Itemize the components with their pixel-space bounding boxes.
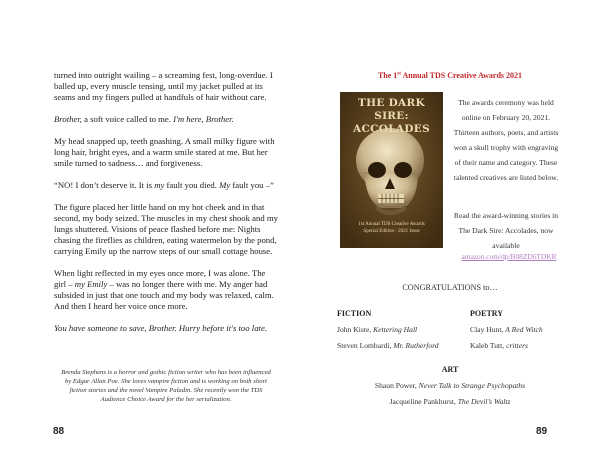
winner-work: A Red Witch	[505, 325, 543, 334]
ceremony-text: The awards ceremony was held online on February 20, 2021. Thirteen authors, poets, and artists won a skull trophy with engraving of their name and category. These talented creatives are listed below.	[453, 98, 559, 182]
story-paragraph	[54, 180, 278, 191]
awards-heading-superscript: st	[397, 71, 401, 77]
winner-row	[337, 322, 439, 338]
cover-subtitle-line2: Special Edition - 2021 Issue	[363, 228, 420, 234]
story-paragraph	[54, 136, 278, 169]
awards-heading	[300, 71, 600, 80]
awards-heading-prefix: The 1	[377, 71, 398, 80]
italic-text: My	[219, 180, 231, 190]
cover-subtitle-line1: 1st Annual TDS Creative Awards	[358, 222, 425, 227]
story-text	[54, 70, 278, 345]
story-paragraph	[54, 268, 278, 312]
story-paragraph	[54, 202, 278, 257]
author-bio: Brenda Stephens is a horror and gothic fiction writer who has been influenced by Edgar Allan Poe. She loves vampire fiction and is working on both short fiction stories and the novel Vampire Paladin. She recently won the TDS Audience Choice Award for the her serialization.	[61, 369, 271, 403]
text-run: fault you died.	[164, 180, 220, 190]
winner-name: Shaun Power,	[374, 381, 419, 390]
cover-title-line2: ACCOLADES	[353, 123, 430, 135]
italic-text: You have someone to save, Brother. Hurry before it's too late.	[54, 323, 267, 333]
story-paragraph	[54, 114, 278, 125]
text-run: My head snapped up, teeth gnashing. A small milky figure with long hair, bright eyes, and a warm smile stared at me. But her smile turned to sadness… and forgiveness.	[54, 136, 275, 168]
amazon-link[interactable]: amazon.com/dp/B08ZD6TDKR	[461, 252, 557, 261]
page-number-left: 88	[53, 426, 65, 437]
cover-title-line1: THE DARK SIRE:	[358, 97, 425, 122]
fiction-heading: FICTION	[337, 309, 372, 318]
text-run: The figure placed her little hand on my hot cheek and in that second, my body seized. The muscles in my chest shook and my lungs shuttered. Visions of peace flashed before me: Nights chasing the fireflies as children, eating watermelon by the pond, carrying Emily up the narrow steps of our small cottage house.	[54, 202, 278, 256]
winner-name: Steven Lombardi,	[337, 341, 394, 350]
poetry-heading: POETRY	[470, 309, 504, 318]
poetry-winners	[470, 322, 543, 354]
winner-row	[470, 322, 543, 338]
winner-work: Mr. Rutherford	[393, 341, 439, 350]
story-paragraph	[54, 323, 278, 334]
winner-row	[470, 338, 543, 354]
italic-text: Brother,	[54, 114, 82, 124]
awards-heading-suffix: Annual TDS Creative Awards 2021	[400, 71, 523, 80]
page-number-right: 89	[536, 426, 548, 437]
winner-work: critters	[506, 341, 529, 350]
text-run: “NO! I don’t deserve it. It is	[54, 180, 155, 190]
art-heading: ART	[441, 365, 459, 374]
read-more-text: Read the award-winning stories in The Dark Sire: Accolades, now available	[453, 211, 559, 250]
right-page	[300, 0, 600, 463]
winner-name: John Kiste,	[337, 325, 374, 334]
congratulations-heading: CONGRATULATIONS to…	[402, 283, 498, 292]
text-run: fault you –”	[230, 180, 274, 190]
winner-row	[337, 338, 439, 354]
winner-row	[300, 378, 600, 394]
winner-row	[300, 394, 600, 410]
winner-name: Kaleb Tutt,	[470, 341, 507, 350]
italic-text: my Emily	[74, 279, 108, 289]
text-run: When light reflected in my eyes once more, I was alone. The girl –	[54, 268, 266, 289]
book-cover	[340, 92, 443, 248]
italic-text: I'm here, Brother.	[173, 114, 234, 124]
cover-title	[340, 97, 443, 136]
story-paragraph	[54, 70, 278, 103]
winner-work: Kettering Hall	[373, 325, 418, 334]
italic-text: my	[154, 180, 165, 190]
winner-name: Clay Hunt,	[470, 325, 506, 334]
art-winners	[300, 378, 600, 410]
winner-name: Jacqueline Pankhurst,	[389, 397, 458, 406]
fiction-winners	[337, 322, 439, 354]
text-run: a soft voice called to me.	[81, 114, 174, 124]
cover-subtitle	[340, 222, 443, 235]
winner-work: The Devil’s Waltz	[457, 397, 511, 406]
text-run: – was no longer there with me. My anger had subsided in just that one touch and my body was relaxed, calm. And then I heard her voice once more.	[54, 279, 274, 311]
winner-work: Never Talk to Strange Psychopaths	[418, 381, 526, 390]
text-run: turned into outright wailing – a screaming fest, long-overdue. I balled up, every muscle tensing, until my jacket pulled at its seams and my fingers pulled at handfuls of hair without care.	[54, 70, 273, 102]
